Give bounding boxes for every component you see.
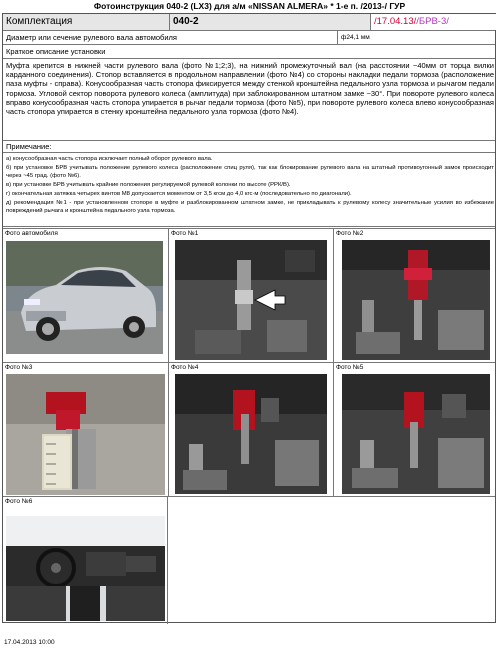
note-item: б) при установке БРВ учитывать положение рулевого колеса (расположение спиц руля), так как блокирование рулевого вала на штатный противоугонный замок происходит через ~45 град. (фото №6). <box>6 165 494 179</box>
photo-cell-1 <box>168 229 333 362</box>
shaft-value: ф24,1 мм <box>337 31 497 44</box>
kit-code: 040-2 <box>169 14 370 30</box>
photo-row-3 <box>3 497 495 624</box>
description-label-row <box>3 45 495 59</box>
photo-label: Фото №1 <box>171 230 199 237</box>
photo-2 <box>342 240 490 360</box>
photo-row-1 <box>3 229 495 363</box>
photo-cell-3 <box>3 363 168 496</box>
kit-revision <box>370 14 497 30</box>
photo-row-2 <box>3 363 495 497</box>
notes-row <box>3 153 495 227</box>
note-item: в) при установке БРВ учитывать крайние положения регулируемой рулевой колонки по высоте (РРК/В). <box>6 181 291 188</box>
note-item: г) окончательная затяжка четырех винтов М8 допускается моментом от 3,5 кгсм до 4,0 кгс·м (последовательно по диагонали). <box>6 190 352 197</box>
photo-label: Фото автомобиля <box>5 230 58 237</box>
revision-tag: /БРВ-3/ <box>416 16 449 27</box>
photo-cell-2 <box>333 229 497 362</box>
photo-label: Фото №4 <box>171 364 199 371</box>
photo-cell-5 <box>333 363 497 496</box>
photo-label: Фото №2 <box>336 230 364 237</box>
instruction-sheet <box>2 13 496 623</box>
kit-label: Комплектация <box>6 16 73 27</box>
car-photo <box>6 241 163 354</box>
revision-date: /17.04.13/ <box>374 16 417 27</box>
description-text: Муфта крепится в нижней части рулевого вала (фото №1;2;3), на нижний промежуточный вал (на расстоянии ~40мм от торца вилки карданного соединения). Стопор вставляется в продольном направлении (фото №4) со стороны накладки педали тормоза (расположение паза муфты - справа). Конусообразная часть стопора фиксируется между стенкой кронштейна педального узла тормоза и рычагом педали тормоза. Угловой сектор поворота рулевого колеса (амплитуда) при заблокированном штатном замке ~30°. При повороте рулевого колеса вправо конусообразная часть стопора упирается в рычаг педали тормоза (фото №5), при повороте рулевого колеса влево конусообразная часть стопора упирается в стенку кронштейна педального узла тормоза (фото №4). <box>6 61 494 117</box>
photo-label: Фото №3 <box>5 364 33 371</box>
notes-label: Примечание: <box>6 142 52 151</box>
shaft-label: Диаметр или сечение рулевого вала автомобиля <box>6 33 177 42</box>
footer-timestamp: 17.04.2013 10:00 <box>4 639 55 646</box>
notes-label-row <box>3 141 495 153</box>
kit-row <box>3 14 495 31</box>
note-item: д) рекомендация №1 - при установленном стопоре в муфте и разблокированном штатном замке, не прикладывать к рулевому колесу значительные усилия во избежание повреждений рычага и кронштейна педального узла тормоза. <box>6 199 494 214</box>
photo-3 <box>6 374 165 495</box>
photo-cell-4 <box>168 363 333 496</box>
photo-label: Фото №6 <box>5 498 33 505</box>
shaft-row <box>3 31 495 45</box>
document-title: Фотоинструкция 040-2 (LX3) для а/м «NISSAN ALMERA» * 1-е п. /2013-/ ГУР <box>93 1 406 11</box>
photo-cell-6 <box>3 497 168 624</box>
photo-6 <box>6 516 165 621</box>
photo-cell-car <box>3 229 168 362</box>
photo-4 <box>175 374 327 494</box>
photo-label: Фото №5 <box>336 364 364 371</box>
description-row <box>3 59 495 141</box>
notes-list <box>3 153 497 226</box>
photo-5 <box>342 374 490 494</box>
note-item: а) конусообразная часть стопора исключает полный оборот рулевого вала. <box>6 156 213 162</box>
description-label: Краткое описание установки <box>6 47 106 56</box>
photo-1 <box>175 240 327 360</box>
